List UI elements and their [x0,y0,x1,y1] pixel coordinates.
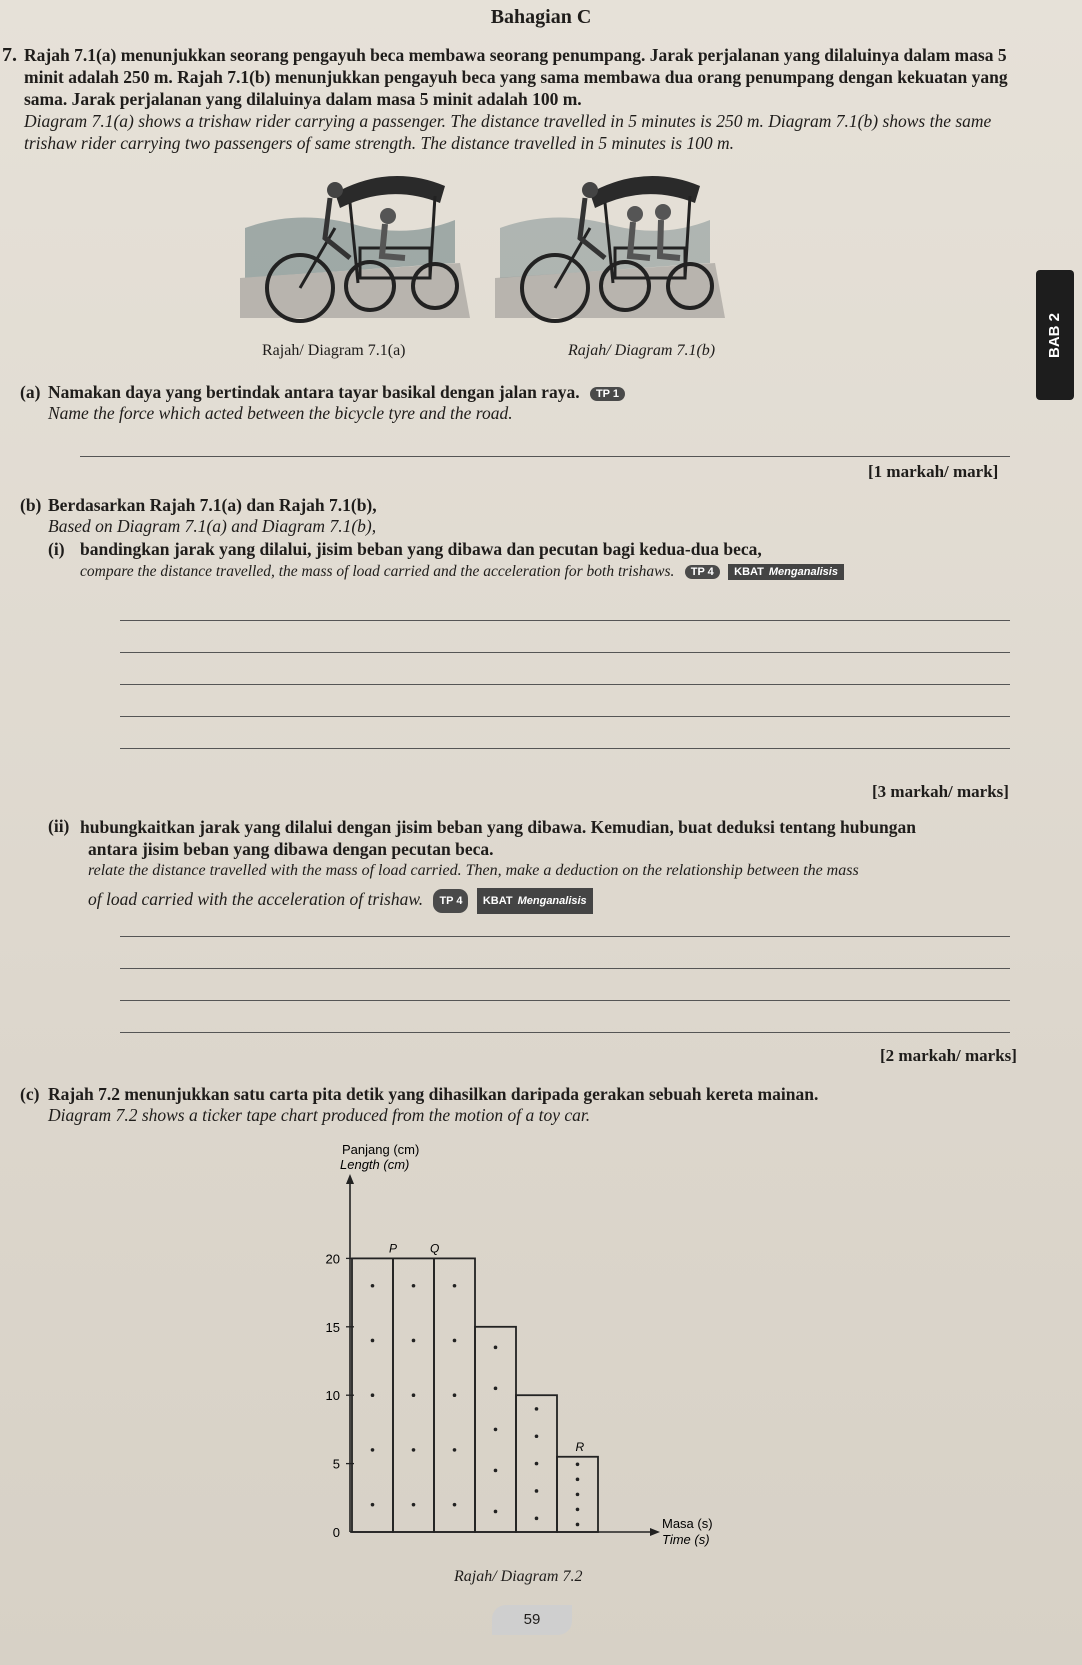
ticker-dot [371,1339,375,1343]
chart-caption: Rajah/ Diagram 7.2 [454,1568,583,1585]
part-b-i-skill: Menganalisis [768,565,838,578]
part-b-i-kbat-label: KBAT [734,565,764,578]
part-b-ii-text-bm-1: hubungkaitkan jarak yang dilalui dengan jisim beban yang dibawa. Kemudian, buat deduksi tentang hubungan [80,817,916,837]
ticker-dot [412,1448,416,1452]
x-axis-title-en: Time (s) [662,1532,710,1547]
ticker-dot [494,1510,498,1514]
ticker-dot [535,1407,539,1411]
intro-en: Diagram 7.1(a) shows a trishaw rider carrying a passenger. The distance travelled in 5 minutes is 250 m. Diagram 7.1(b) shows the same trishaw rider carrying two passengers of same strength. The distance travelled in 5 minutes is 100 m. [24,111,992,153]
y-tick-label: 5 [332,1456,340,1472]
point-label: Q [430,1241,440,1256]
y-axis-title-bm: Panjang (cm) [342,1142,420,1157]
part-b-ii-marks: [2 markah/ marks] [880,1046,1017,1065]
part-b-text-bm: Berdasarkan Rajah 7.1(a) dan Rajah 7.1(b), [48,495,377,515]
part-a-text-en: Name the force which acted between the bicycle tyre and the road. [48,403,513,423]
ticker-dot [535,1517,539,1521]
part-b-i-text-bm: bandingkan jarak yang dilalui, jisim beban yang dibawa dan pecutan bagi kedua-dua beca, [80,539,762,559]
part-b-i-marks: [3 markah/ marks] [872,782,1009,801]
ticker-dot [494,1346,498,1350]
ticker-dot [453,1448,457,1452]
page-number: 59 [492,1605,572,1635]
answer-line-b-ii-1[interactable] [120,936,1010,937]
ticker-dot [371,1503,375,1507]
ticker-dot [535,1462,539,1466]
point-label: P [389,1241,398,1256]
ticker-dot [412,1284,416,1288]
part-b-ii-skill: Menganalisis [517,895,587,907]
ticker-dot [412,1339,416,1343]
trishaw-a-image [240,176,470,321]
part-b-ii-label: (ii) [48,816,70,836]
ticker-dot [371,1284,375,1288]
ticker-dot [576,1523,580,1527]
part-b-ii-kbat-tag [477,888,593,914]
chapter-tab: BAB 2 [1036,270,1074,400]
ticker-dot [576,1493,580,1497]
part-b-intro [48,495,1008,537]
x-axis-arrow [650,1528,660,1536]
part-a-marks: [1 markah/ mark] [868,462,999,481]
ticker-dot [535,1489,539,1493]
ticker-dot [412,1393,416,1397]
part-b-ii-tp-tag: TP 4 [433,889,468,913]
y-tick-label: 20 [325,1251,340,1267]
ticker-dot [494,1428,498,1432]
part-b-i-tp-tag: TP 4 [685,565,720,579]
intro-bm: Rajah 7.1(a) menunjukkan seorang pengayuh beca membawa seorang penumpang. Jarak perjalanan yang dilaluinya dalam masa 5 minit adalah 250 m. Rajah 7.1(b) menunjukkan pengayuh beca yang sama membawa dua orang penumpang dengan kekuatan yang sama. Jarak perjalanan yang dilaluinya dalam masa 5 minit adalah 100 m. [24,45,1008,109]
question-number: 7. [2,44,17,66]
part-b-ii-kbat-label: KBAT [482,895,513,907]
answer-line-a-1[interactable] [80,456,1010,457]
answer-line-b-i-3[interactable] [120,684,1010,685]
part-b-label: (b) [20,495,42,515]
x-axis-title-bm: Masa (s) [662,1516,713,1531]
answer-line-b-i-2[interactable] [120,652,1010,653]
y-tick-label: 0 [332,1525,340,1540]
answer-line-b-ii-4[interactable] [120,1032,1010,1033]
part-b-ii-question [80,816,1025,914]
part-b-i-label: (i) [48,539,65,559]
y-axis-arrow [346,1174,354,1184]
ticker-dot [412,1503,416,1507]
part-a-text-bm: Namakan daya yang bertindak antara tayar basikal dengan jalan raya. [48,382,580,402]
ticker-dot [576,1478,580,1482]
ticker-dot [453,1393,457,1397]
answer-line-b-i-5[interactable] [120,748,1010,749]
trishaw-illustrations [240,168,740,338]
part-b-text-en: Based on Diagram 7.1(a) and Diagram 7.1(b), [48,516,377,536]
ticker-dot [453,1339,457,1343]
answer-line-b-ii-3[interactable] [120,1000,1010,1001]
question-intro [24,44,1024,154]
part-b-ii-text-en-1: relate the distance travelled with the mass of load carried. Then, make a deduction on the relationship between the mass [88,862,859,879]
part-a-tp-tag: TP 1 [590,387,625,401]
ticker-dot [494,1469,498,1473]
section-heading: Bahagian C [490,6,592,28]
ticker-dot [494,1387,498,1391]
trishaw-b-image [495,176,725,321]
part-b-i-text-en: compare the distance travelled, the mass of load carried and the acceleration for both trishaws. [80,563,675,580]
part-b-i-question [80,539,1025,581]
part-a-question [48,382,1008,424]
y-axis-title-en: Length (cm) [340,1157,410,1172]
ticker-dot [535,1434,539,1438]
part-c-question [48,1084,1008,1126]
caption-diagram-7-1b: Rajah/ Diagram 7.1(b) [568,342,716,359]
y-tick-label: 10 [325,1388,340,1404]
ticker-dot [453,1503,457,1507]
ticker-dot [576,1508,580,1512]
part-b-i-kbat-tag [728,564,844,580]
part-a-label: (a) [20,382,41,402]
caption-diagram-7-1a: Rajah/ Diagram 7.1(a) [262,342,406,359]
answer-line-b-i-1[interactable] [120,620,1010,621]
point-label: R [575,1439,585,1454]
part-b-ii-text-en-2: of load carried with the acceleration of trishaw. [88,889,424,910]
ticker-dot [576,1462,580,1466]
y-tick-label: 15 [325,1319,340,1335]
ticker-dot [371,1448,375,1452]
answer-line-b-ii-2[interactable] [120,968,1010,969]
part-c-label: (c) [20,1084,40,1104]
part-c-text-en: Diagram 7.2 shows a ticker tape chart produced from the motion of a toy car. [48,1105,591,1125]
ticker-dot [371,1393,375,1397]
ticker-tape-chart [300,1140,740,1570]
part-b-ii-text-bm-2: antara jisim beban yang dibawa dengan pecutan beca. [88,839,494,859]
answer-line-b-i-4[interactable] [120,716,1010,717]
ticker-dot [453,1284,457,1288]
part-c-text-bm: Rajah 7.2 menunjukkan satu carta pita detik yang dihasilkan daripada gerakan sebuah kereta mainan. [48,1084,819,1104]
